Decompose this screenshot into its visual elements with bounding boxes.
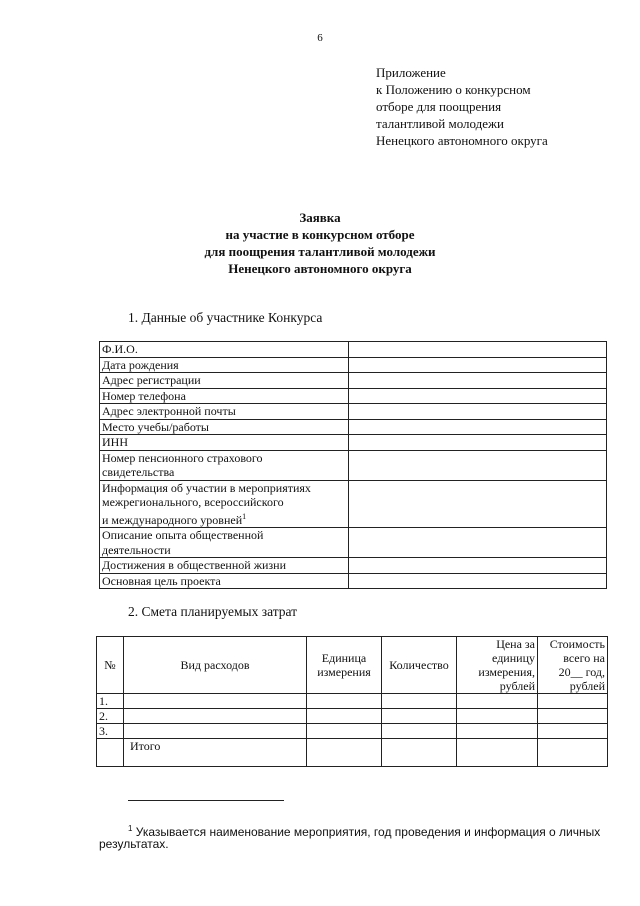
cell[interactable] <box>538 724 608 739</box>
appendix-line: Приложение <box>376 65 446 80</box>
label-text: межрегионального, всероссийского <box>102 495 284 509</box>
label-text: Основная цель проекта <box>102 573 221 588</box>
table-row <box>100 342 607 358</box>
field-value-cell[interactable] <box>349 573 607 589</box>
field-label <box>100 435 349 451</box>
table-row <box>100 435 607 451</box>
table-row <box>100 388 607 404</box>
column-header-total-cost <box>538 637 608 694</box>
table-row <box>100 480 607 528</box>
header-text: 20__ год, <box>558 665 605 679</box>
table-header-row <box>97 637 608 694</box>
footnote-text: Указывается наименование мероприятия, год проведения и информация о личных <box>135 825 601 839</box>
cell[interactable] <box>124 694 307 709</box>
title-line: на участие в конкурсном отборе <box>225 227 415 242</box>
table-row <box>100 357 607 373</box>
cell[interactable] <box>124 709 307 724</box>
cell[interactable] <box>307 739 382 767</box>
cost-estimate-table <box>96 636 608 767</box>
header-text: Единица <box>321 651 367 665</box>
cell[interactable] <box>538 739 608 767</box>
field-label <box>100 388 349 404</box>
label-text: Номер телефона <box>102 388 186 403</box>
label-text: Описание опыта общественной <box>102 528 264 542</box>
header-text: № <box>104 658 116 672</box>
table-row <box>100 373 607 389</box>
page-number: 6 <box>317 32 323 44</box>
header-text: единицу <box>492 651 535 665</box>
total-label: Итого <box>124 739 307 767</box>
field-value-cell[interactable] <box>349 435 607 451</box>
cell[interactable] <box>457 739 538 767</box>
footnote-divider <box>128 800 284 801</box>
cell[interactable] <box>538 694 608 709</box>
header-text: Цена за <box>496 637 535 651</box>
table-row <box>100 573 607 589</box>
field-label <box>100 342 349 358</box>
field-label <box>100 480 349 528</box>
field-value-cell[interactable] <box>349 357 607 373</box>
title-line: Заявка <box>299 210 341 225</box>
column-header-unit <box>307 637 382 694</box>
appendix-line: отборе для поощрения <box>376 99 502 114</box>
document-title <box>0 209 640 277</box>
appendix-line: к Положению о конкурсном <box>376 82 531 97</box>
field-label <box>100 357 349 373</box>
cell <box>97 739 124 767</box>
label-text: свидетельства <box>102 465 175 479</box>
table-row <box>100 450 607 480</box>
appendix-line: талантливой молодежи <box>376 116 504 131</box>
section-2-heading: 2. Смета планируемых затрат <box>128 604 298 619</box>
table-row <box>97 694 608 709</box>
table-row <box>100 404 607 420</box>
header-text: Количество <box>389 658 449 672</box>
cell[interactable] <box>538 709 608 724</box>
field-label <box>100 573 349 589</box>
cell[interactable] <box>307 724 382 739</box>
footnote-text-continued: результатах. <box>99 837 169 851</box>
field-value-cell[interactable] <box>349 342 607 358</box>
header-text: измерения, <box>478 665 535 679</box>
field-value-cell[interactable] <box>349 558 607 574</box>
table-row <box>100 558 607 574</box>
cell[interactable] <box>382 724 457 739</box>
label-text: Адрес регистрации <box>102 373 201 387</box>
label-text: Адрес электронной почты <box>102 404 236 418</box>
cell[interactable] <box>382 694 457 709</box>
header-text: Вид расходов <box>180 658 250 672</box>
label-text: и международного уровней <box>102 512 243 527</box>
section-1-heading: 1. Данные об участнике Конкурса <box>128 310 323 325</box>
row-number: 2. <box>97 709 124 724</box>
field-label <box>100 373 349 389</box>
cell[interactable] <box>382 739 457 767</box>
header-text: измерения <box>317 665 371 679</box>
column-header-number <box>97 637 124 694</box>
field-label <box>100 404 349 420</box>
field-value-cell[interactable] <box>349 373 607 389</box>
row-number: 1. <box>97 694 124 709</box>
field-label <box>100 528 349 558</box>
label-text: Место учебы/работы <box>102 419 209 434</box>
label-text: Дата рождения <box>102 357 179 372</box>
cell[interactable] <box>307 709 382 724</box>
field-label <box>100 450 349 480</box>
column-header-quantity <box>382 637 457 694</box>
cell[interactable] <box>457 724 538 739</box>
field-label <box>100 558 349 574</box>
field-value-cell[interactable] <box>349 480 607 528</box>
cell[interactable] <box>307 694 382 709</box>
footnote-ref: 1 <box>242 511 247 521</box>
cell[interactable] <box>457 694 538 709</box>
table-row <box>100 419 607 435</box>
field-value-cell[interactable] <box>349 404 607 420</box>
table-row <box>97 724 608 739</box>
title-line: Ненецкого автономного округа <box>228 261 412 276</box>
cell[interactable] <box>457 709 538 724</box>
header-text: всего на <box>563 651 605 665</box>
field-label <box>100 419 349 435</box>
label-text: Номер пенсионного страхового <box>102 450 263 465</box>
cell[interactable] <box>382 709 457 724</box>
table-row <box>100 528 607 558</box>
field-value-cell[interactable] <box>349 419 607 435</box>
column-header-unit-price <box>457 637 538 694</box>
row-number: 3. <box>97 724 124 739</box>
footnote <box>128 821 608 840</box>
label-text: Достижения в общественной жизни <box>102 558 286 572</box>
label-text: Информация об участии в мероприятиях <box>102 480 311 495</box>
appendix-line: Ненецкого автономного округа <box>376 133 548 148</box>
field-value-cell[interactable] <box>349 450 607 480</box>
appendix-note <box>376 64 548 149</box>
title-line: для поощрения талантливой молодежи <box>204 244 436 259</box>
label-text: Ф.И.О. <box>102 342 138 356</box>
cell[interactable] <box>124 724 307 739</box>
header-text: Стоимость <box>549 637 605 651</box>
footnote-number: 1 <box>128 824 133 833</box>
header-text: рублей <box>499 679 535 693</box>
field-value-cell[interactable] <box>349 528 607 558</box>
label-text: деятельности <box>102 542 171 557</box>
table-row <box>97 739 608 767</box>
field-value-cell[interactable] <box>349 388 607 404</box>
column-header-expense-type <box>124 637 307 694</box>
participant-data-table <box>99 341 607 589</box>
table-row <box>97 709 608 724</box>
label-text: ИНН <box>102 435 128 449</box>
header-text: рублей <box>569 679 605 693</box>
